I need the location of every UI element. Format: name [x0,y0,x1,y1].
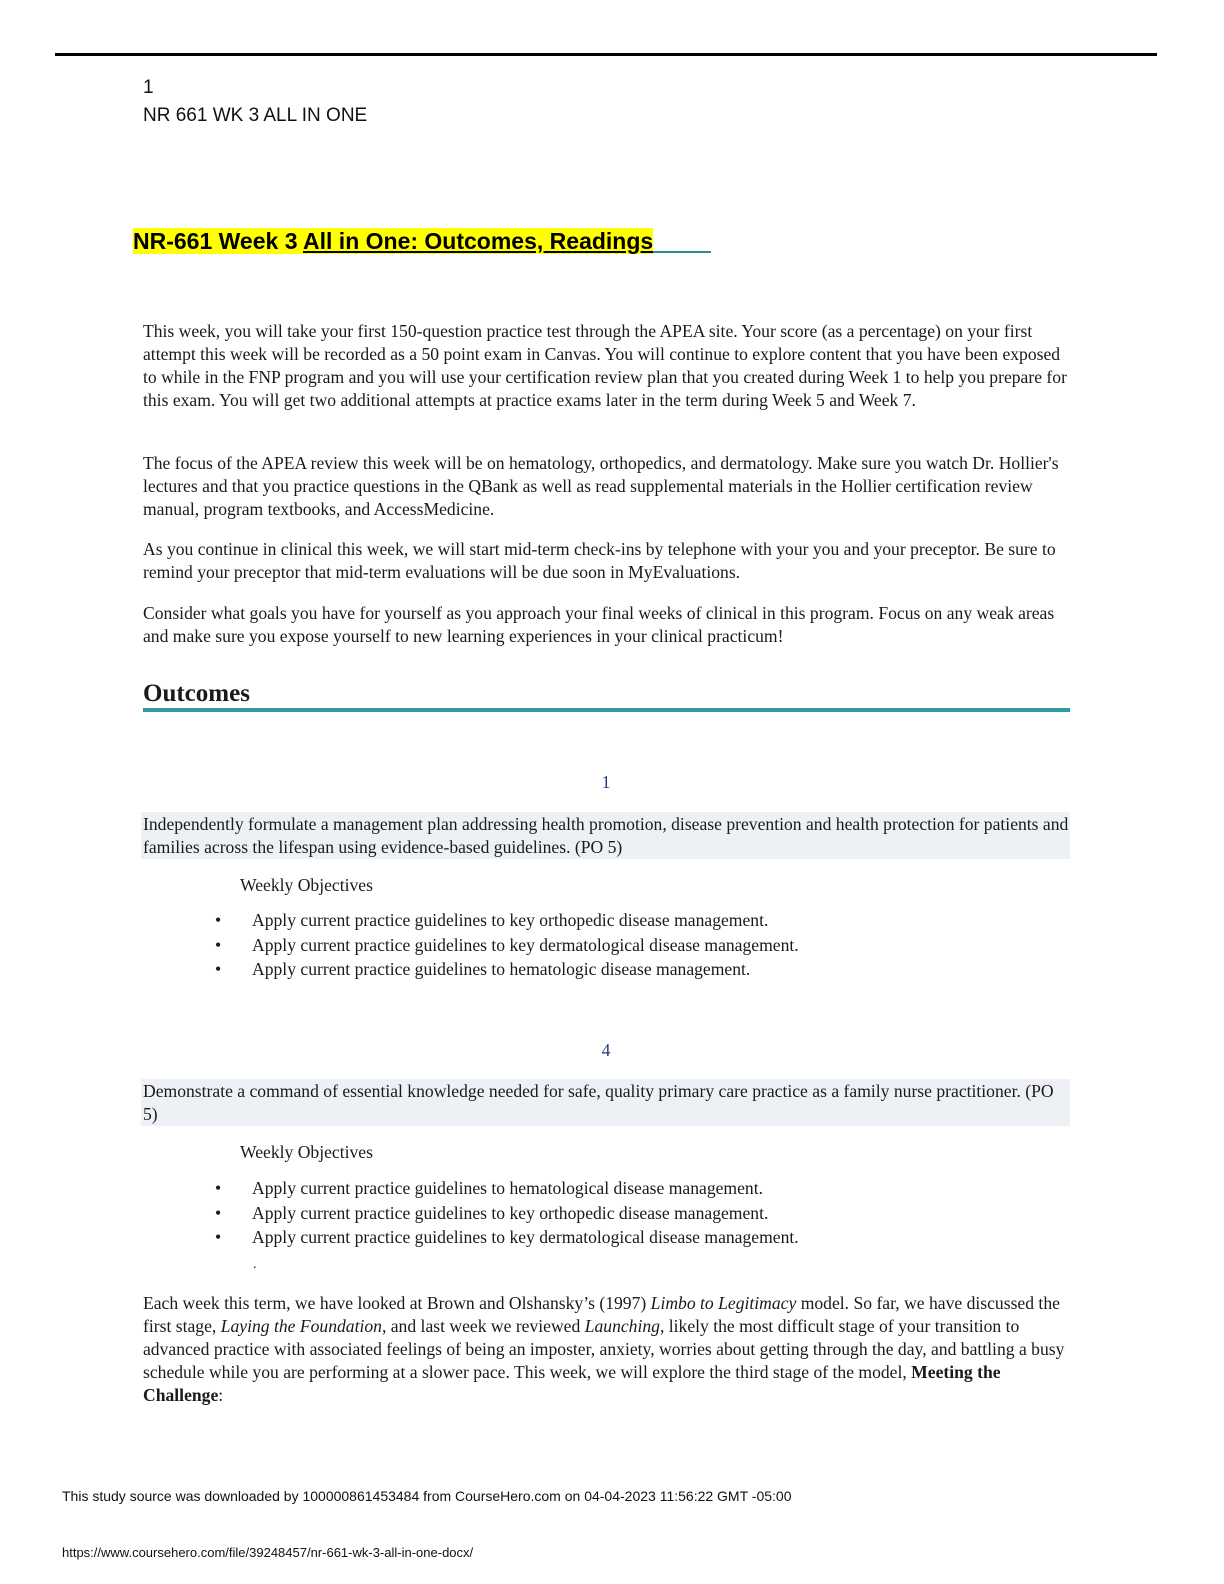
outcomes-heading: Outcomes [143,680,1070,712]
stage-name-bold: Meeting the Challenge [143,1362,1001,1405]
objectives-list [215,908,799,982]
objective-text: Apply current practice guidelines to key orthopedic disease management. [252,1202,769,1223]
outcome-statement: Demonstrate a command of essential knowledge needed for safe, quality primary care practice as a family nurse practitioner. (PO 5) [141,1079,1070,1126]
text-run: Each week this term, we have looked at Brown and Olshansky’s (1997) [143,1293,651,1313]
stray-mark: . [253,1257,257,1272]
list-item [215,908,799,933]
model-name: Limbo to Legitimacy [650,1293,797,1313]
footer-source-note: This study source was downloaded by 100000861453484 from CourseHero.com on 04-04-2023 11:56:22 GMT -05:00 [62,1488,792,1504]
page-title [133,228,711,255]
intro-paragraph-3: As you continue in clinical this week, we will start mid-term check-ins by telephone with your you and your preceptor. Be sure to remind your preceptor that mid-term evaluations will be due soon in MyEvaluations. [143,539,1056,582]
objective-text: Apply current practice guidelines to key orthopedic disease management. [252,910,769,930]
objective-text: Apply current practice guidelines to hematologic disease management. [252,959,751,979]
text-run: , and last week we reviewed [381,1316,585,1336]
title-part-2: All in One: Outcomes, Readings [303,228,654,254]
footer-url-link[interactable]: https://www.coursehero.com/file/39248457/nr-661-wk-3-all-in-one-docx/ [62,1545,474,1560]
stage-name: Laying the Foundation [220,1316,382,1336]
list-item [215,1201,799,1226]
closing-paragraph [143,1292,1073,1407]
text-run: , likely the most difficult stage of your transition to advanced practice with associated feelings of being an imposter, anxiety, worries about getting through the day, and battling a busy schedule while you are performing at a slower pace. This week, we will explore the third stage of the model, [143,1316,1065,1382]
intro-paragraph-4: Consider what goals you have for yourself as you approach your final weeks of clinical in this program. Focus on any weak areas and make sure you expose yourself to new learning experiences in your clinical practicum! [143,603,1055,646]
outcome-number: 4 [601,1040,611,1060]
bullet: • [215,910,222,930]
text-run: model. So far, we have discussed the first stage, [143,1293,1060,1336]
bullet: • [215,1178,222,1198]
outcome-number: 1 [601,772,611,792]
objective-text: Apply current practice guidelines to key dermatological disease management. [252,934,799,955]
weekly-objectives-label: Weekly Objectives [240,875,373,895]
intro-paragraph-1: This week, you will take your first 150-question practice test through the APEA site. Your score (as a percentage) on your first attempt this week will be recorded as a 50 point exam in Canvas. You will continue to explore content that you have been exposed to while in the FNP program and you will use your certification review plan that you created during Week 1 to help you prepare for this exam. You will get two additional attempts at practice exams later in the term during Week 5 and Week 7. [143,321,1067,410]
objective-text: Apply current practice guidelines to key dermatological disease management. [252,1227,799,1247]
bullet: • [215,934,222,955]
title-underline-tail [653,251,711,253]
bullet: • [215,959,222,979]
list-item [215,933,799,958]
objective-text: Apply current practice guidelines to hematological disease management. [252,1178,764,1198]
bullet: • [215,1202,222,1223]
stage-name: Launching [584,1316,660,1336]
text-run: : [218,1385,224,1405]
page-number: 1 [143,77,154,98]
intro-paragraph-2: The focus of the APEA review this week will be on hematology, orthopedics, and dermatology. Make sure you watch Dr. Hollier's lectures and that you practice questions in the QBank as well as read supplemental materials in the Hollier certification review manual, program textbooks, and AccessMedicine. [143,453,1059,519]
weekly-objectives-label: Weekly Objectives [240,1142,373,1162]
list-item [215,1225,799,1250]
document-header-title: NR 661 WK 3 ALL IN ONE [143,105,368,126]
bullet: • [215,1227,222,1247]
header-rule [55,53,1157,56]
objectives-list [215,1176,799,1250]
list-item [215,1176,799,1201]
title-part-1: NR-661 Week 3 [133,228,304,254]
list-item [215,957,799,982]
outcome-statement: Independently formulate a management plan addressing health promotion, disease prevention and health protection for patients and families across the lifespan using evidence-based guidelines. (PO 5) [143,814,1069,857]
